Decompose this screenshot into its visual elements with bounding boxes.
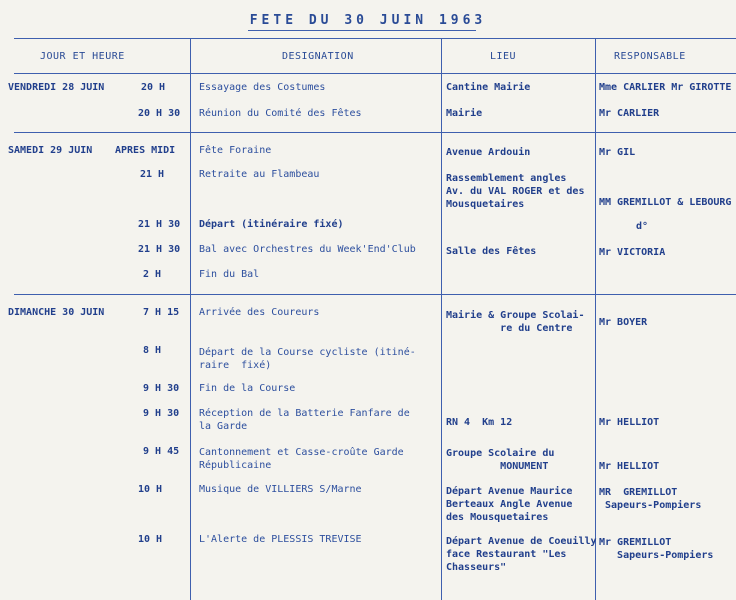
column-rule-2 (441, 38, 442, 600)
row-responsible: Mr GIL (599, 147, 636, 158)
row-designation: Réception de la Batterie Fanfare de la Garde (199, 408, 410, 432)
row-responsible: Mr CARLIER (599, 108, 660, 119)
row-time: 9 H 30 (143, 383, 180, 394)
row-time: 9 H 30 (143, 408, 180, 419)
header-lieu: LIEU (490, 51, 517, 62)
header-responsable: RESPONSABLE (614, 51, 686, 62)
day-label-saturday-afternoon: APRES MIDI (115, 145, 176, 156)
row-designation: Musique de VILLIERS S/Marne (199, 484, 362, 495)
row-time: 21 H 30 (138, 219, 181, 230)
row-designation: Fête Foraine (199, 145, 272, 156)
row-time: 9 H 45 (143, 446, 180, 457)
row-designation: Réunion du Comité des Fêtes (199, 108, 362, 119)
day-label-saturday: SAMEDI 29 JUIN (8, 145, 93, 156)
row-location: Rassemblement angles Av. du VAL ROGER et des Mousquetaires (446, 173, 585, 210)
row-responsible: Mr HELLIOT (599, 417, 660, 428)
row-designation: Retraite au Flambeau (199, 169, 320, 180)
row-location: Groupe Scolaire du MONUMENT (446, 448, 555, 472)
table-top-rule (14, 38, 736, 39)
day-label-friday: VENDREDI 28 JUIN (8, 82, 105, 93)
row-designation: Fin de la Course (199, 383, 296, 394)
row-location: Départ Avenue Maurice Berteaux Angle Avenue des Mousquetaires (446, 486, 573, 523)
row-location: Cantine Mairie (446, 82, 531, 93)
row-time: 20 H 30 (138, 108, 181, 119)
column-rule-1 (190, 38, 191, 600)
row-time: 21 H (140, 169, 165, 180)
header-rule (14, 73, 736, 74)
saturday-separator (14, 294, 736, 295)
row-location: Salle des Fêtes (446, 246, 537, 257)
header-designation: DESIGNATION (282, 51, 354, 62)
row-designation: Arrivée des Coureurs (199, 307, 320, 318)
row-designation: Bal avec Orchestres du Week'End'Club (199, 244, 416, 255)
row-designation: Départ de la Course cycliste (itiné- raire fixé) (199, 347, 416, 371)
row-location: Avenue Ardouin (446, 147, 531, 158)
row-time: 8 H (143, 345, 162, 356)
row-designation: L'Alerte de PLESSIS TREVISE (199, 534, 362, 545)
page-title: FETE DU 30 JUIN 1963 (249, 13, 487, 28)
row-designation: Fin du Bal (199, 269, 260, 280)
row-time: 21 H 30 (138, 244, 181, 255)
row-designation: Départ (itinéraire fixé) (199, 219, 344, 230)
row-time: 10 H (138, 484, 163, 495)
row-responsible: Mr HELLIOT (599, 461, 660, 472)
row-responsible: Mr VICTORIA (599, 247, 666, 258)
row-time: 7 H 15 (143, 307, 180, 318)
row-designation: Cantonnement et Casse-croûte Garde Républicaine (199, 447, 404, 471)
title-underline (248, 30, 476, 31)
row-responsible: MM GREMILLOT & LEBOURG (599, 197, 732, 208)
column-rule-3 (595, 38, 596, 600)
row-responsible: Mr BOYER (599, 317, 648, 328)
row-responsible: Mme CARLIER Mr GIROTTE (599, 82, 732, 93)
row-time: 10 H (138, 534, 163, 545)
row-responsible: Mr GREMILLOT Sapeurs-Pompiers (599, 537, 714, 561)
row-designation: Essayage des Costumes (199, 82, 326, 93)
row-location: Mairie & Groupe Scolai- re du Centre (446, 310, 585, 334)
row-responsible: d° (636, 221, 649, 232)
row-location: Départ Avenue de Coeuilly face Restaurant "Les Chasseurs" (446, 536, 597, 573)
row-responsible: MR GREMILLOT Sapeurs-Pompiers (599, 487, 702, 511)
row-location: RN 4 Km 12 (446, 417, 513, 428)
row-location: Mairie (446, 108, 483, 119)
row-time: 2 H (143, 269, 162, 280)
header-jour-heure: JOUR ET HEURE (40, 51, 125, 62)
row-time: 20 H (141, 82, 166, 93)
day-label-sunday: DIMANCHE 30 JUIN (8, 307, 105, 318)
friday-separator (14, 132, 736, 133)
